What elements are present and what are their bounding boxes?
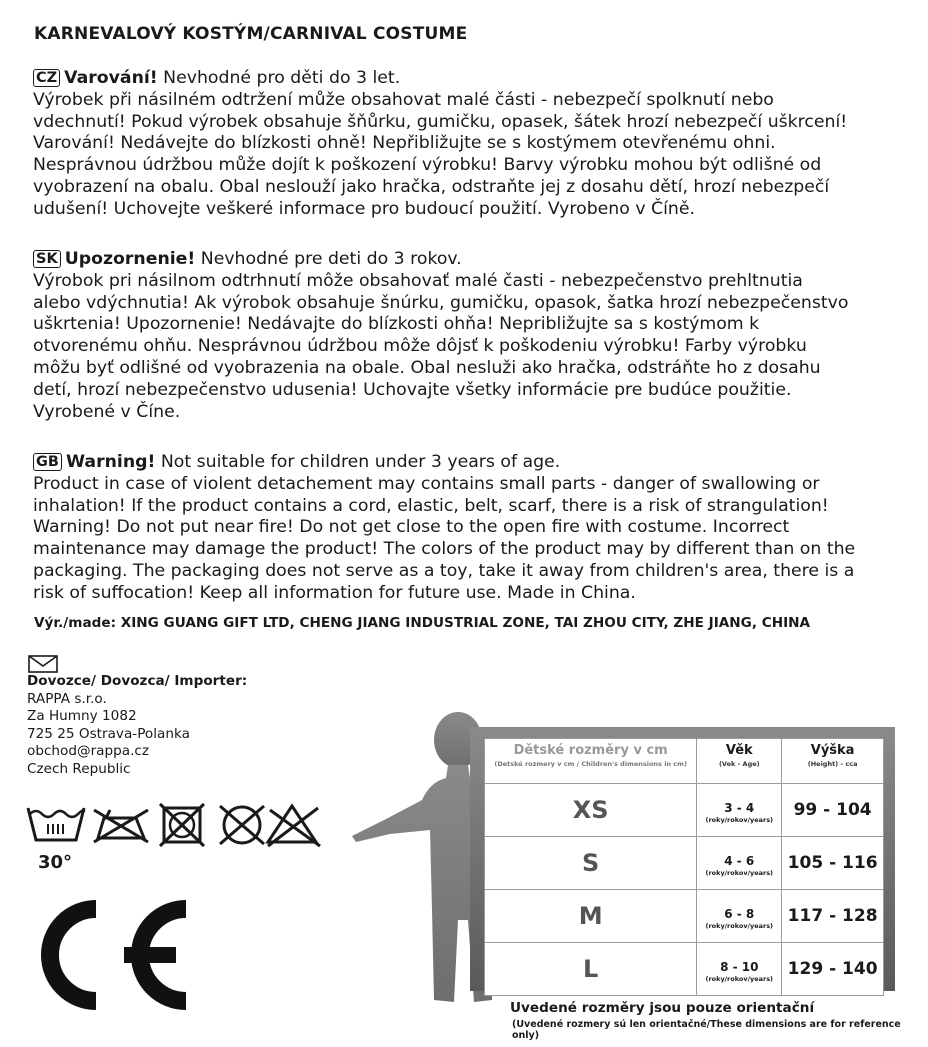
warning-line: môžu byť odlišné od vyobrazenia na obale. Obal nesluži ako hračka, odstráňte ho z dosahu bbox=[33, 357, 821, 378]
warning-line: packaging. The packaging does not serve as a toy, take it away from children's area, there is a bbox=[33, 560, 855, 581]
table-row bbox=[485, 837, 884, 890]
warning-heading-gb: Warning! bbox=[65, 452, 156, 472]
importer-line: 725 25 Ostrava-Polanka bbox=[27, 725, 190, 742]
size-cell: XS bbox=[485, 784, 697, 837]
table-row bbox=[485, 784, 884, 837]
importer-line: Za Humny 1082 bbox=[27, 708, 137, 724]
no-bleach-icon bbox=[268, 806, 320, 846]
warning-line: Nevhodné pro děti do 3 let. bbox=[157, 68, 401, 88]
age-cell: 6 - 8 (roky/rokov/years) bbox=[697, 890, 782, 943]
warning-line: uškrtenia! Upozornenie! Nedávajte do blízkosti ohňa! Nepribližujte sa s kostýmom k bbox=[33, 314, 760, 335]
age-cell: 4 - 6 (roky/rokov/years) bbox=[697, 837, 782, 890]
table-row bbox=[485, 890, 884, 943]
warning-line: vyobrazení na obalu. Obal neslouží jako hračka, odstraňte jej z dosahu dětí, hrozí nebezpečí bbox=[33, 176, 830, 197]
no-iron-icon bbox=[94, 810, 148, 842]
manufacturer-line: Výr./made: XING GUANG GIFT LTD, CHENG JIANG INDUSTRIAL ZONE, TAI ZHOU CITY, ZHE JIANG, CHINA bbox=[34, 615, 811, 631]
size-note-sub: (Uvedené rozmery sú len orientačné/These dimensions are for reference only) bbox=[512, 1019, 901, 1041]
size-cell: L bbox=[485, 943, 697, 996]
page-title: KARNEVALOVÝ KOSTÝM/CARNIVAL COSTUME bbox=[34, 24, 468, 44]
size-table bbox=[484, 738, 884, 996]
age-cell: 3 - 4 (roky/rokov/years) bbox=[697, 784, 782, 837]
warning-line: Nevhodné pre deti do 3 rokov. bbox=[195, 249, 462, 269]
lang-badge-cz: CZ bbox=[33, 69, 60, 87]
height-header: Výška (Height) - cca bbox=[782, 739, 884, 784]
height-cell: 117 - 128 bbox=[782, 890, 884, 943]
importer-line: obchod@rappa.cz bbox=[27, 743, 150, 759]
importer-block bbox=[27, 673, 247, 778]
warning-line: Product in case of violent detachement may contains small parts - danger of swallowing or bbox=[33, 473, 820, 494]
warning-line: vdechnutí! Pokud výrobek obsahuje šňůrku, gumičku, opasek, šátek hrozí nebezpečí uškrcení! bbox=[33, 111, 848, 132]
warning-line: otvorenému ohňu. Nesprávnou údržbou môže dôjsť k poškodeniu výrobku! Farby výrobku bbox=[33, 336, 807, 357]
warning-line: Nesprávnou údržbou může dojít k poškození výrobku! Barvy výrobku mohou být odlišné od bbox=[33, 155, 822, 176]
wash-temp-label: 30° bbox=[38, 852, 73, 873]
ce-mark-icon bbox=[24, 895, 194, 1015]
warning-heading-sk: Upozornenie! bbox=[64, 249, 196, 269]
size-cell: M bbox=[485, 890, 697, 943]
age-header: Věk (Vek - Age) bbox=[697, 739, 782, 784]
warning-line: detí, hrozí nebezpečenstvo udusenia! Uchovajte všetky informácie pre budúce použitie. bbox=[33, 379, 792, 400]
height-cell: 99 - 104 bbox=[782, 784, 884, 837]
warning-line: Not suitable for children under 3 years of age. bbox=[155, 452, 561, 472]
height-cell: 105 - 116 bbox=[782, 837, 884, 890]
table-row bbox=[485, 943, 884, 996]
care-symbols bbox=[24, 800, 334, 876]
size-cell: S bbox=[485, 837, 697, 890]
warning-line: Warning! Do not put near fire! Do not get close to the open fire with costume. Incorrect bbox=[33, 517, 790, 538]
wash-30-icon bbox=[28, 808, 84, 873]
age-cell: 8 - 10 (roky/rokov/years) bbox=[697, 943, 782, 996]
envelope-icon bbox=[28, 655, 58, 673]
warning-line: Výrobek při násilném odtržení může obsahovat malé části - nebezpečí spolknutí nebo bbox=[33, 89, 774, 110]
warning-block-cz bbox=[33, 68, 913, 221]
size-note: Uvedené rozměry jsou pouze orientační bbox=[510, 1000, 815, 1016]
warning-block-gb bbox=[33, 452, 913, 605]
warning-line: Varování! Nedávejte do blízkosti ohně! Nepřibližujte se s kostýmem otevřenému ohni. bbox=[33, 133, 776, 154]
warning-line: alebo vdýchnutia! Ak výrobok obsahuje šnúrku, gumičku, opasok, šatka hrozí nebezpečenstvo bbox=[33, 292, 849, 313]
height-cell: 129 - 140 bbox=[782, 943, 884, 996]
size-header: Dětské rozměry v cm (Detské rozmery v cm / Children's dimensions in cm) bbox=[485, 739, 697, 784]
no-tumble-dry-icon bbox=[160, 804, 204, 846]
warning-heading-cz: Varování! bbox=[64, 68, 158, 88]
warning-line: udušení! Uchovejte veškeré informace pro budoucí použití. Vyrobeno v Číně. bbox=[33, 198, 695, 219]
warning-line: Výrobok pri násilnom odtrhnutí môže obsahovať malé časti - nebezpečenstvo prehltnutia bbox=[33, 270, 803, 291]
importer-line: Czech Republic bbox=[27, 760, 131, 777]
no-dry-clean-icon bbox=[220, 806, 264, 844]
importer-line: RAPPA s.r.o. bbox=[27, 690, 107, 707]
warning-block-sk bbox=[33, 249, 913, 423]
lang-badge-sk: SK bbox=[33, 250, 61, 268]
warning-line: maintenance may damage the product! The colors of the product may by different than on the bbox=[33, 539, 856, 560]
warning-line: risk of suffocation! Keep all information for future use. Made in China. bbox=[33, 582, 636, 603]
lang-badge-gb: GB bbox=[33, 453, 62, 471]
importer-heading: Dovozce/ Dovozca/ Importer: bbox=[27, 673, 248, 689]
warning-line: inhalation! If the product contains a cord, elastic, belt, scarf, there is a risk of strangulation! bbox=[33, 495, 829, 516]
warning-line: Vyrobené v Číne. bbox=[33, 401, 181, 422]
